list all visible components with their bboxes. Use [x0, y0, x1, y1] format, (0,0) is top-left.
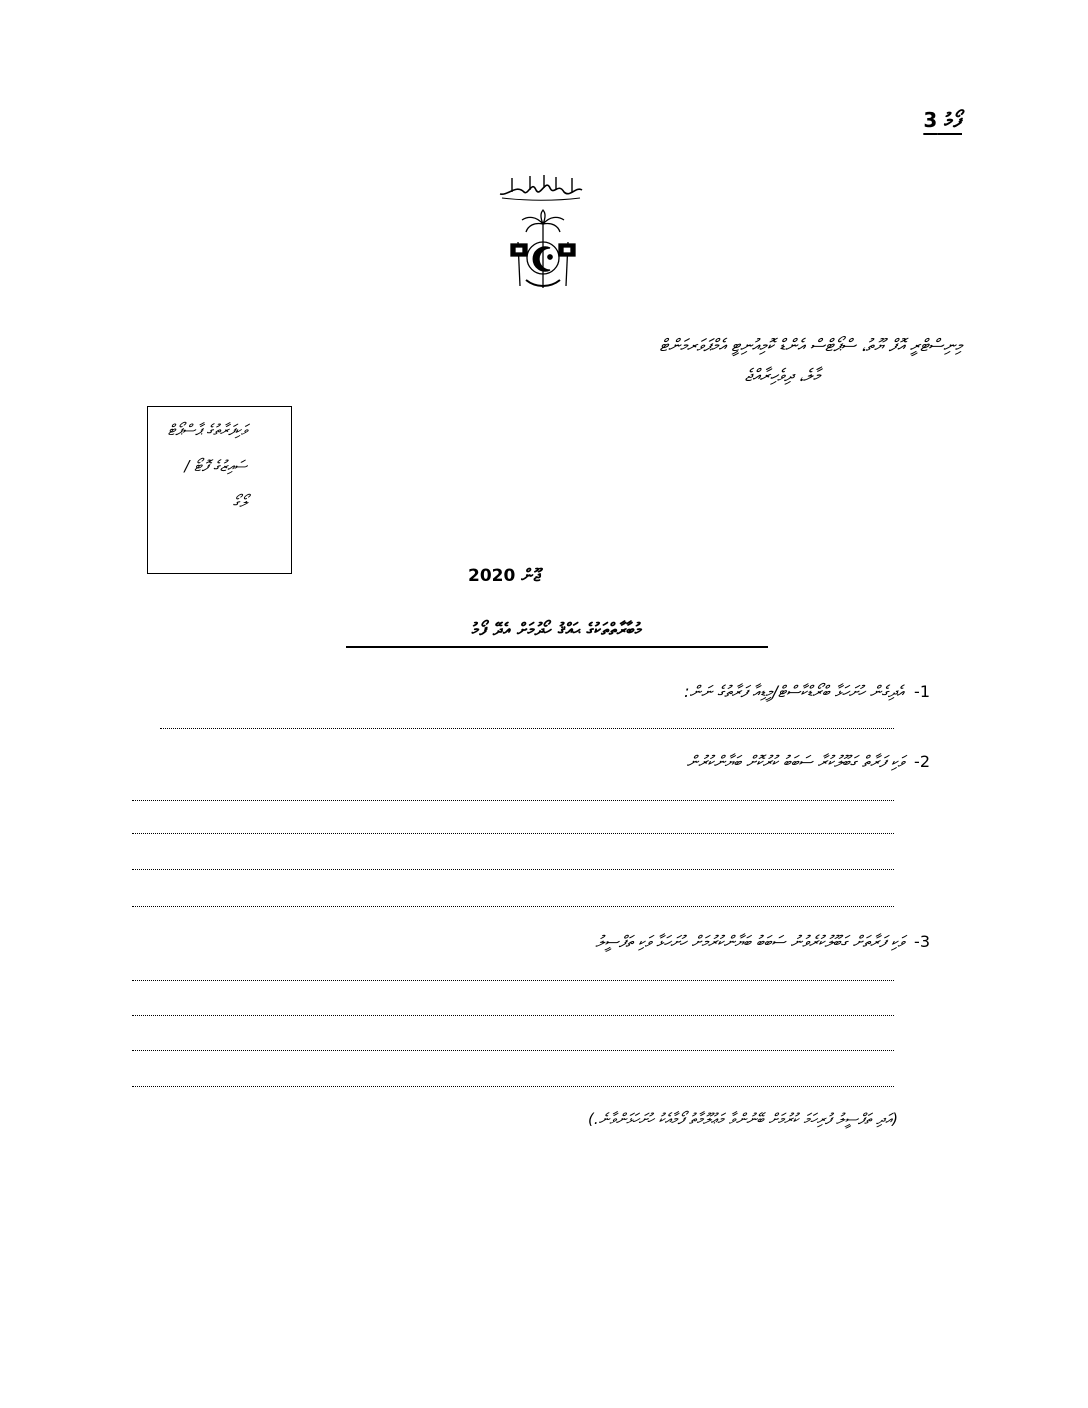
photo-box-line-2: ސައިޒުގެ ފޮޓޯ /	[184, 457, 247, 475]
question-3	[595, 932, 930, 952]
photo-box-line-1: ވަކިފަރާތުގެ ޕާސްޕޯޓް	[167, 421, 247, 439]
answer-line-2c[interactable]	[132, 869, 894, 870]
question-number: 3-	[914, 932, 930, 951]
photo-box-line-3: ލޯގޯ	[232, 493, 247, 511]
address-line-ministry: މިނިސްޓްރީ އޮފް ޔޫތު، ސްޕޯޓްސް އެންޑް ކޮމިއުނިޓީ އެމްޕަވަރމަންޓް	[659, 336, 962, 356]
answer-line-2a[interactable]	[132, 800, 894, 801]
answer-line-2b[interactable]	[132, 833, 894, 834]
answer-line-3d[interactable]	[132, 1086, 894, 1087]
form-number: ފޯމު 3	[923, 108, 962, 132]
question-text: ވަކި ފަރާތަށް ގަބޫލުކުރެވުނު ސަބަބު ބަޔާންކުރުމަށް ހުށަހަޅާ ވަކި ތަފްސީލު	[595, 932, 905, 951]
footnote: (އަދި ތަފްސީލު ފުރިހަމަ ކުރުމަށް ބޭނުންވާ މަޢުލޫމާތު ފޯމާއެކު ހުށަހަޅަންވާނެ.)	[587, 1110, 898, 1128]
address-line-city: މާލެ، ދިވެހިރާއްޖެ	[744, 366, 820, 386]
question-number: 2-	[914, 752, 930, 771]
answer-line-3a[interactable]	[132, 980, 894, 981]
question-1	[684, 682, 930, 702]
question-text: ވަކި ފަރާތް ގަބޫލުކުރާ ސަބަބު ކުރުކޮށް ބަޔާންކުރުން	[686, 752, 905, 771]
national-emblem-icon	[508, 208, 578, 294]
answer-line-3c[interactable]	[132, 1050, 894, 1051]
answer-line-3b[interactable]	[132, 1015, 894, 1016]
photo-box	[147, 406, 292, 574]
form-title: މުބާރާތްތަކުގެ ޙައްޤު ހޯދުމަށް އެދޭ ފޯމު	[346, 620, 768, 648]
date-line: ޖޫން 2020	[468, 566, 541, 586]
basmala-calligraphy	[496, 172, 586, 202]
question-text: އެދިގެން ހުށަހަޅާ ބްރޯޑްކާސްޓް/މީޑިއާ ފަރާތުގެ ނަން:	[684, 682, 905, 701]
answer-line-1[interactable]	[160, 728, 894, 729]
answer-line-2d[interactable]	[132, 906, 894, 907]
question-2	[687, 752, 930, 772]
question-number: 1-	[914, 682, 930, 701]
